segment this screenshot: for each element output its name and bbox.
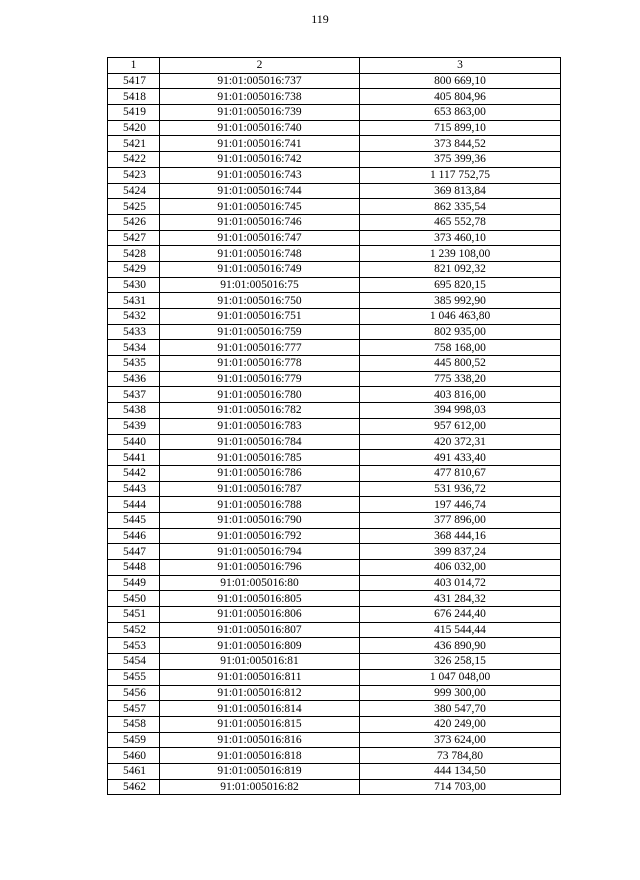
cadastral-number-cell: 91:01:005016:787: [160, 481, 360, 497]
table-row: [108, 607, 561, 623]
value-cell: 957 612,00: [360, 418, 561, 434]
row-number-cell: 5451: [108, 607, 160, 623]
cadastral-number-cell: 91:01:005016:783: [160, 418, 360, 434]
row-number-cell: 5459: [108, 732, 160, 748]
table-row: [108, 560, 561, 576]
column-header-3: 3: [360, 58, 561, 74]
row-number-cell: 5434: [108, 340, 160, 356]
row-number-cell: 5448: [108, 560, 160, 576]
table-row: [108, 669, 561, 685]
cadastral-number-cell: 91:01:005016:740: [160, 120, 360, 136]
value-cell: 399 837,24: [360, 544, 561, 560]
value-cell: 676 244,40: [360, 607, 561, 623]
value-cell: 444 134,50: [360, 763, 561, 779]
table-row: [108, 481, 561, 497]
table-row: [108, 465, 561, 481]
table-row: [108, 120, 561, 136]
cadastral-number-cell: 91:01:005016:75: [160, 277, 360, 293]
value-cell: 431 284,32: [360, 591, 561, 607]
cadastral-number-cell: 91:01:005016:759: [160, 324, 360, 340]
cadastral-table: [107, 57, 561, 795]
cadastral-number-cell: 91:01:005016:792: [160, 528, 360, 544]
cadastral-number-cell: 91:01:005016:80: [160, 575, 360, 591]
row-number-cell: 5417: [108, 73, 160, 89]
cadastral-number-cell: 91:01:005016:790: [160, 512, 360, 528]
value-cell: 491 433,40: [360, 450, 561, 466]
value-cell: 73 784,80: [360, 748, 561, 764]
row-number-cell: 5461: [108, 763, 160, 779]
cadastral-number-cell: 91:01:005016:747: [160, 230, 360, 246]
value-cell: 420 249,00: [360, 716, 561, 732]
row-number-cell: 5460: [108, 748, 160, 764]
cadastral-number-cell: 91:01:005016:785: [160, 450, 360, 466]
cadastral-number-cell: 91:01:005016:742: [160, 152, 360, 168]
row-number-cell: 5429: [108, 261, 160, 277]
row-number-cell: 5430: [108, 277, 160, 293]
cadastral-number-cell: 91:01:005016:778: [160, 356, 360, 372]
value-cell: 821 092,32: [360, 261, 561, 277]
value-cell: 373 844,52: [360, 136, 561, 152]
row-number-cell: 5457: [108, 701, 160, 717]
value-cell: 385 992,90: [360, 293, 561, 309]
table-row: [108, 387, 561, 403]
table-row: [108, 340, 561, 356]
row-number-cell: 5423: [108, 167, 160, 183]
cadastral-number-cell: 91:01:005016:777: [160, 340, 360, 356]
table-row: [108, 418, 561, 434]
cadastral-number-cell: 91:01:005016:737: [160, 73, 360, 89]
value-cell: 775 338,20: [360, 371, 561, 387]
cadastral-number-cell: 91:01:005016:784: [160, 434, 360, 450]
cadastral-number-cell: 91:01:005016:805: [160, 591, 360, 607]
value-cell: 368 444,16: [360, 528, 561, 544]
value-cell: 1 046 463,80: [360, 309, 561, 325]
table-row: [108, 716, 561, 732]
value-cell: 800 669,10: [360, 73, 561, 89]
row-number-cell: 5445: [108, 512, 160, 528]
value-cell: 326 258,15: [360, 654, 561, 670]
row-number-cell: 5447: [108, 544, 160, 560]
table-row: [108, 748, 561, 764]
value-cell: 405 804,96: [360, 89, 561, 105]
value-cell: 758 168,00: [360, 340, 561, 356]
cadastral-number-cell: 91:01:005016:782: [160, 403, 360, 419]
cadastral-number-cell: 91:01:005016:788: [160, 497, 360, 513]
row-number-cell: 5426: [108, 214, 160, 230]
value-cell: 394 998,03: [360, 403, 561, 419]
value-cell: 477 810,67: [360, 465, 561, 481]
cadastral-number-cell: 91:01:005016:739: [160, 105, 360, 121]
cadastral-number-cell: 91:01:005016:796: [160, 560, 360, 576]
table-row: [108, 701, 561, 717]
value-cell: 375 399,36: [360, 152, 561, 168]
table-row: [108, 152, 561, 168]
row-number-cell: 5427: [108, 230, 160, 246]
row-number-cell: 5455: [108, 669, 160, 685]
row-number-cell: 5437: [108, 387, 160, 403]
table-row: [108, 356, 561, 372]
table-header-row: [108, 58, 561, 74]
value-cell: 1 239 108,00: [360, 246, 561, 262]
cadastral-number-cell: 91:01:005016:741: [160, 136, 360, 152]
cadastral-number-cell: 91:01:005016:748: [160, 246, 360, 262]
table-row: [108, 324, 561, 340]
table-row: [108, 136, 561, 152]
row-number-cell: 5443: [108, 481, 160, 497]
table-row: [108, 434, 561, 450]
value-cell: 1 047 048,00: [360, 669, 561, 685]
value-cell: 714 703,00: [360, 779, 561, 795]
row-number-cell: 5439: [108, 418, 160, 434]
row-number-cell: 5428: [108, 246, 160, 262]
cadastral-number-cell: 91:01:005016:812: [160, 685, 360, 701]
row-number-cell: 5444: [108, 497, 160, 513]
table-row: [108, 214, 561, 230]
table-row: [108, 89, 561, 105]
value-cell: 436 890,90: [360, 638, 561, 654]
table-row: [108, 183, 561, 199]
value-cell: 377 896,00: [360, 512, 561, 528]
row-number-cell: 5438: [108, 403, 160, 419]
table-row: [108, 277, 561, 293]
value-cell: 373 624,00: [360, 732, 561, 748]
value-cell: 653 863,00: [360, 105, 561, 121]
cadastral-number-cell: 91:01:005016:746: [160, 214, 360, 230]
cadastral-number-cell: 91:01:005016:819: [160, 763, 360, 779]
table-row: [108, 309, 561, 325]
cadastral-number-cell: 91:01:005016:743: [160, 167, 360, 183]
cadastral-number-cell: 91:01:005016:806: [160, 607, 360, 623]
table-row: [108, 167, 561, 183]
row-number-cell: 5458: [108, 716, 160, 732]
row-number-cell: 5431: [108, 293, 160, 309]
cadastral-number-cell: 91:01:005016:749: [160, 261, 360, 277]
row-number-cell: 5462: [108, 779, 160, 795]
table-row: [108, 105, 561, 121]
table-row: [108, 638, 561, 654]
value-cell: 715 899,10: [360, 120, 561, 136]
table-row: [108, 261, 561, 277]
row-number-cell: 5433: [108, 324, 160, 340]
table-row: [108, 450, 561, 466]
value-cell: 403 816,00: [360, 387, 561, 403]
value-cell: 465 552,78: [360, 214, 561, 230]
value-cell: 373 460,10: [360, 230, 561, 246]
table-row: [108, 591, 561, 607]
cadastral-number-cell: 91:01:005016:807: [160, 622, 360, 638]
cadastral-number-cell: 91:01:005016:811: [160, 669, 360, 685]
value-cell: 1 117 752,75: [360, 167, 561, 183]
table-row: [108, 528, 561, 544]
table-row: [108, 575, 561, 591]
value-cell: 695 820,15: [360, 277, 561, 293]
row-number-cell: 5441: [108, 450, 160, 466]
page-number: 119: [311, 12, 329, 26]
value-cell: 420 372,31: [360, 434, 561, 450]
table-row: [108, 293, 561, 309]
row-number-cell: 5420: [108, 120, 160, 136]
value-cell: 999 300,00: [360, 685, 561, 701]
value-cell: 445 800,52: [360, 356, 561, 372]
row-number-cell: 5442: [108, 465, 160, 481]
row-number-cell: 5435: [108, 356, 160, 372]
table-row: [108, 199, 561, 215]
cadastral-number-cell: 91:01:005016:816: [160, 732, 360, 748]
value-cell: 197 446,74: [360, 497, 561, 513]
cadastral-number-cell: 91:01:005016:744: [160, 183, 360, 199]
table-row: [108, 544, 561, 560]
cadastral-number-cell: 91:01:005016:738: [160, 89, 360, 105]
row-number-cell: 5456: [108, 685, 160, 701]
cadastral-number-cell: 91:01:005016:814: [160, 701, 360, 717]
value-cell: 380 547,70: [360, 701, 561, 717]
row-number-cell: 5452: [108, 622, 160, 638]
row-number-cell: 5418: [108, 89, 160, 105]
cadastral-number-cell: 91:01:005016:786: [160, 465, 360, 481]
value-cell: 406 032,00: [360, 560, 561, 576]
table-row: [108, 371, 561, 387]
row-number-cell: 5432: [108, 309, 160, 325]
table-row: [108, 622, 561, 638]
row-number-cell: 5436: [108, 371, 160, 387]
table-row: [108, 654, 561, 670]
row-number-cell: 5454: [108, 654, 160, 670]
row-number-cell: 5419: [108, 105, 160, 121]
row-number-cell: 5446: [108, 528, 160, 544]
row-number-cell: 5422: [108, 152, 160, 168]
table-row: [108, 246, 561, 262]
table-row: [108, 685, 561, 701]
row-number-cell: 5424: [108, 183, 160, 199]
row-number-cell: 5453: [108, 638, 160, 654]
cadastral-number-cell: 91:01:005016:815: [160, 716, 360, 732]
row-number-cell: 5421: [108, 136, 160, 152]
cadastral-number-cell: 91:01:005016:82: [160, 779, 360, 795]
table-row: [108, 732, 561, 748]
row-number-cell: 5440: [108, 434, 160, 450]
table-row: [108, 230, 561, 246]
value-cell: 415 544,44: [360, 622, 561, 638]
cadastral-number-cell: 91:01:005016:780: [160, 387, 360, 403]
table-body: [108, 73, 561, 795]
value-cell: 862 335,54: [360, 199, 561, 215]
cadastral-number-cell: 91:01:005016:794: [160, 544, 360, 560]
value-cell: 531 936,72: [360, 481, 561, 497]
row-number-cell: 5450: [108, 591, 160, 607]
cadastral-number-cell: 91:01:005016:809: [160, 638, 360, 654]
value-cell: 369 813,84: [360, 183, 561, 199]
column-header-1: 1: [108, 58, 160, 74]
row-number-cell: 5425: [108, 199, 160, 215]
table-row: [108, 779, 561, 795]
table-row: [108, 73, 561, 89]
cadastral-number-cell: 91:01:005016:818: [160, 748, 360, 764]
table-row: [108, 512, 561, 528]
cadastral-number-cell: 91:01:005016:751: [160, 309, 360, 325]
table-row: [108, 497, 561, 513]
table-row: [108, 403, 561, 419]
value-cell: 403 014,72: [360, 575, 561, 591]
cadastral-number-cell: 91:01:005016:745: [160, 199, 360, 215]
cadastral-number-cell: 91:01:005016:779: [160, 371, 360, 387]
cadastral-number-cell: 91:01:005016:81: [160, 654, 360, 670]
row-number-cell: 5449: [108, 575, 160, 591]
column-header-2: 2: [160, 58, 360, 74]
cadastral-number-cell: 91:01:005016:750: [160, 293, 360, 309]
value-cell: 802 935,00: [360, 324, 561, 340]
table-row: [108, 763, 561, 779]
